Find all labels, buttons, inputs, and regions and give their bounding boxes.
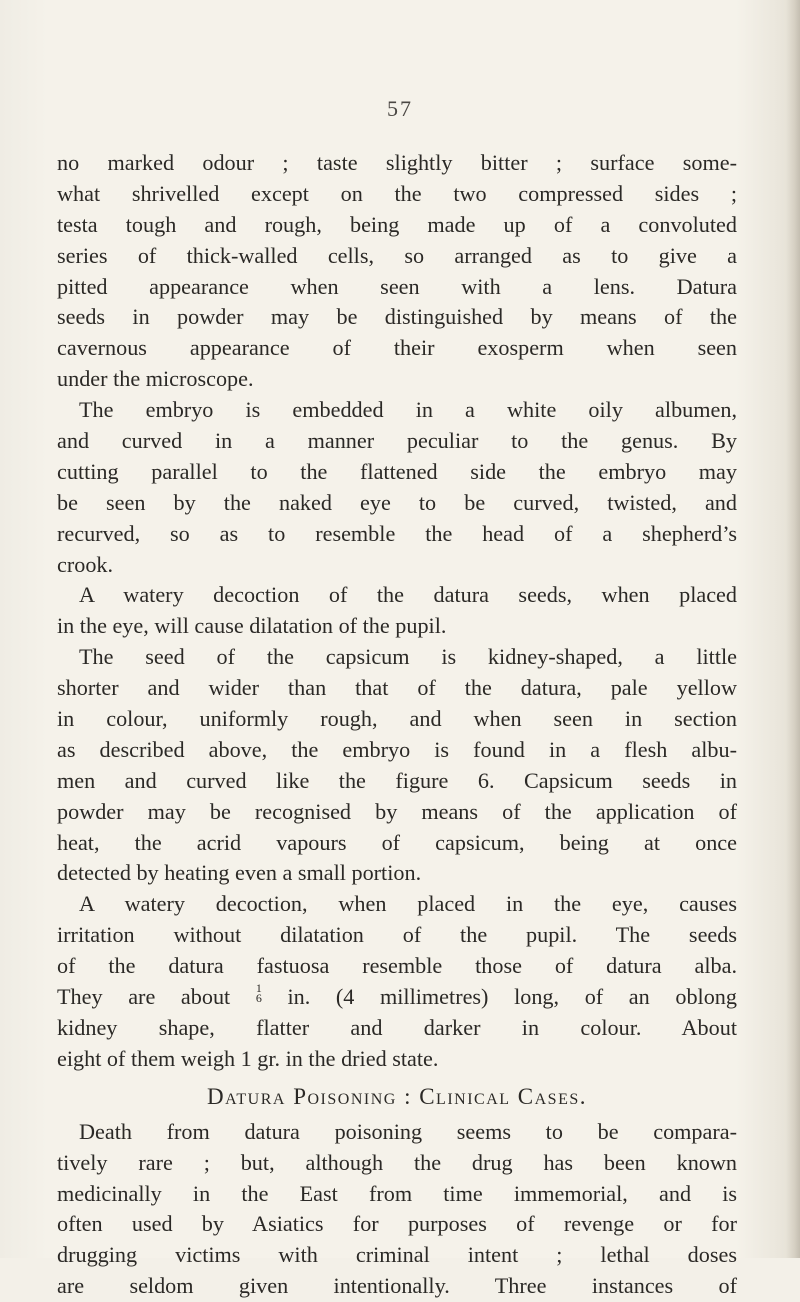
text-line: medicinally in the East from time immemorial, and is (57, 1180, 737, 1206)
text-line: powder may be recognised by means of the application of (57, 798, 737, 824)
text-line: Death from datura poisoning seems to be compara- (79, 1118, 737, 1144)
text-line: A watery decoction of the datura seeds, when placed (79, 582, 737, 608)
body-text (57, 148, 737, 1302)
text-line: A watery decoction, when placed in the eye, causes (79, 891, 737, 917)
fraction-one-sixth (255, 981, 262, 1006)
text-line: testa tough and rough, being made up of a convoluted (57, 211, 737, 237)
text-line: be seen by the naked eye to be curved, twisted, and (57, 489, 737, 515)
text-line: tively rare ; but, although the drug has been known (57, 1149, 737, 1175)
text-line: as described above, the embryo is found in a flesh albu- (57, 736, 737, 762)
text-line: of the datura fastuosa resemble those of datura alba. (57, 953, 737, 979)
text-line: shorter and wider than that of the datura, pale yellow (57, 675, 737, 701)
text-line: what shrivelled except on the two compressed sides ; (57, 180, 737, 206)
text-line: The seed of the capsicum is kidney-shaped, a little (79, 644, 737, 670)
fraction-line-start: They are about (57, 984, 231, 1010)
text-line: seeds in powder may be distinguished by means of the (57, 304, 737, 330)
text-line: series of thick-walled cells, so arranged as to give a (57, 242, 737, 268)
text-line: in colour, uniformly rough, and when seen in section (57, 706, 737, 732)
text-line: cutting parallel to the flattened side the embryo may (57, 458, 737, 484)
text-line-with-fraction (57, 982, 737, 1013)
text-line: cavernous appearance of their exosperm when seen (57, 335, 737, 361)
text-line: often used by Asiatics for purposes of revenge or for (57, 1211, 737, 1237)
fraction-line-end: in. (4 millimetres) long, of an oblong (287, 984, 737, 1010)
fraction-denominator: 6 (255, 991, 262, 1006)
text-line: drugging victims with criminal intent ; lethal doses (57, 1242, 737, 1268)
text-line: under the microscope. (57, 366, 254, 392)
text-line: detected by heating even a small portion. (57, 860, 422, 886)
page-edge-shadow (786, 0, 800, 1258)
section-heading: Datura Poisoning : Clinical Cases. (207, 1083, 587, 1109)
text-line: in the eye, will cause dilatation of the pupil. (57, 613, 447, 639)
text-line: eight of them weigh 1 gr. in the dried state. (57, 1045, 439, 1071)
page-number: 57 (387, 96, 413, 121)
text-line: are seldom given intentionally. Three instances of (57, 1273, 737, 1299)
text-line: heat, the acrid vapours of capsicum, being at once (57, 829, 737, 855)
text-line: recurved, so as to resemble the head of a shepherd’s (57, 520, 737, 546)
text-line: The embryo is embedded in a white oily albumen, (79, 397, 737, 423)
text-line: no marked odour ; taste slightly bitter ; surface some- (57, 150, 737, 175)
text-line: and curved in a manner peculiar to the genus. By (57, 428, 737, 454)
text-line: irritation without dilatation of the pupil. The seeds (57, 922, 737, 948)
text-line: pitted appearance when seen with a lens. Datura (57, 273, 737, 299)
text-line: kidney shape, flatter and darker in colour. About (57, 1014, 737, 1040)
text-line: crook. (57, 551, 114, 577)
fraction-numerator: 1 (255, 981, 262, 996)
text-line: men and curved like the figure 6. Capsicum seeds in (57, 767, 737, 793)
